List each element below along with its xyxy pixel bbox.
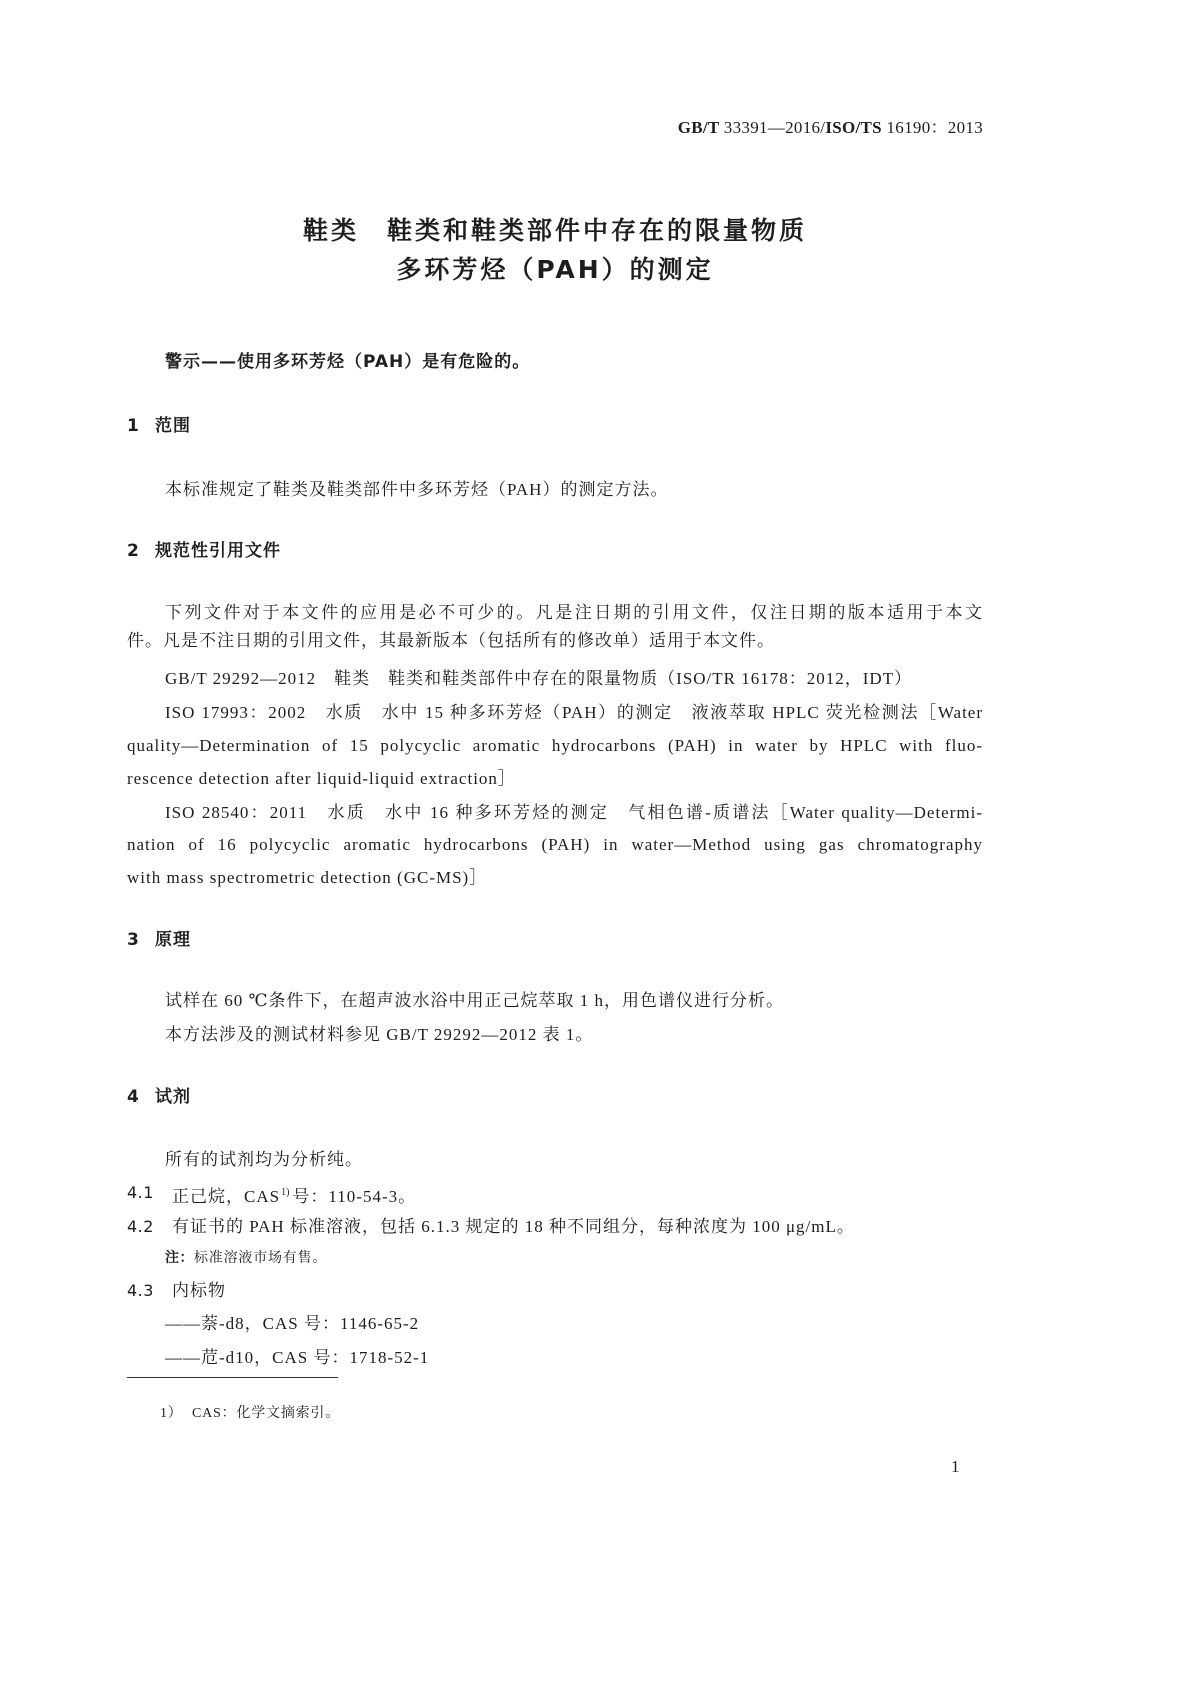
internal-standard-item-2: ——苊-d10，CAS 号：1718-52-1 [165, 1348, 430, 1367]
reagents-intro: 所有的试剂均为分析纯。 [165, 1150, 363, 1169]
reference-iso-28540-line-3: with mass spectrometric detection (GC-MS)］ [127, 868, 488, 887]
footnote-mark: 1） [160, 1406, 183, 1421]
warning-statement: 警示——使用多环芳烃（PAH）是有危险的。 [165, 352, 531, 372]
footnote-reference: 1) [281, 1187, 290, 1198]
reference-iso-28540-line-1: ISO 28540：2011 水质 水中 16 种多环芳烃的测定 气相色谱-质谱法［Water quality—Determi- [165, 803, 983, 822]
clause-4-1-number: 4.1 [127, 1183, 154, 1202]
references-intro-line-2: 件。凡是不注日期的引用文件，其最新版本（包括所有的修改单）适用于本文件。 [127, 631, 775, 650]
section-4-number: 4 [127, 1087, 140, 1107]
standard-code-header [678, 118, 983, 138]
internal-standard-item-1: ——萘-d8，CAS 号：1146-65-2 [165, 1314, 420, 1333]
footnote-separator [127, 1377, 338, 1378]
document-title-line-2: 多环芳烃（PAH）的测定 [396, 255, 714, 284]
page-number: 1 [951, 1457, 961, 1476]
reference-iso-17993-line-3: rescence detection after liquid-liquid extraction］ [127, 769, 516, 788]
clause-4-2-note [165, 1249, 327, 1268]
reference-iso-17993-line-2: quality—Determination of 15 polycyclic aromatic hydrocarbons (PAH) in water by HPLC with fluo- [127, 736, 983, 755]
note-label: 注： [165, 1250, 194, 1266]
document-title-line-1: 鞋类 鞋类和鞋类部件中存在的限量物质 [302, 216, 807, 245]
section-1-number: 1 [127, 416, 140, 436]
footnote-text: CAS：化学文摘索引。 [192, 1406, 341, 1421]
references-intro-line-1: 下列文件对于本文件的应用是必不可少的。凡是注日期的引用文件，仅注日期的版本适用于本文 [165, 603, 983, 622]
clause-4-3-text: 内标物 [172, 1281, 226, 1300]
section-4-heading: 试剂 [155, 1087, 191, 1107]
clause-4-1-text-before: 正己烷，CAS [172, 1187, 281, 1206]
reference-iso-28540-line-2: nation of 16 polycyclic aromatic hydrocarbons (PAH) in water—Method using gas chromatography [127, 835, 983, 854]
clause-4-1-text [172, 1183, 416, 1207]
section-3-heading: 原理 [155, 930, 191, 950]
reference-iso-17993-line-1: ISO 17993：2002 水质 水中 15 种多环芳烃（PAH）的测定 液液萃取 HPLC 荧光检测法［Water [165, 703, 983, 722]
reference-gbt-29292: GB/T 29292—2012 鞋类 鞋类和鞋类部件中存在的限量物质（ISO/TR 16178：2012，IDT） [165, 669, 913, 688]
header-gbt-label: GB/T [677, 118, 724, 137]
clause-4-3-number: 4.3 [127, 1281, 154, 1300]
scope-paragraph: 本标准规定了鞋类及鞋类部件中多环芳烃（PAH）的测定方法。 [165, 480, 669, 499]
section-1-heading: 范围 [155, 416, 191, 436]
clause-4-1-text-after: 号：110-54-3。 [292, 1187, 417, 1206]
principle-line-1: 试样在 60 ℃条件下，在超声波水浴中用正己烷萃取 1 h，用色谱仪进行分析。 [165, 991, 785, 1010]
note-text: 标准溶液市场有售。 [194, 1251, 328, 1266]
section-2-number: 2 [127, 541, 140, 561]
header-gbt-number: 33391—2016/ [723, 118, 826, 137]
section-2-heading: 规范性引用文件 [155, 541, 281, 561]
clause-4-2-text: 有证书的 PAH 标准溶液，包括 6.1.3 规定的 18 种不同组分，每种浓度为 100 μg/mL。 [172, 1217, 855, 1236]
section-3-number: 3 [127, 930, 140, 950]
clause-4-2-number: 4.2 [127, 1217, 154, 1236]
principle-line-2: 本方法涉及的测试材料参见 GB/T 29292—2012 表 1。 [165, 1025, 594, 1044]
header-iso-number: 16190：2013 [886, 118, 983, 137]
header-iso-label: ISO/TS [825, 118, 887, 137]
